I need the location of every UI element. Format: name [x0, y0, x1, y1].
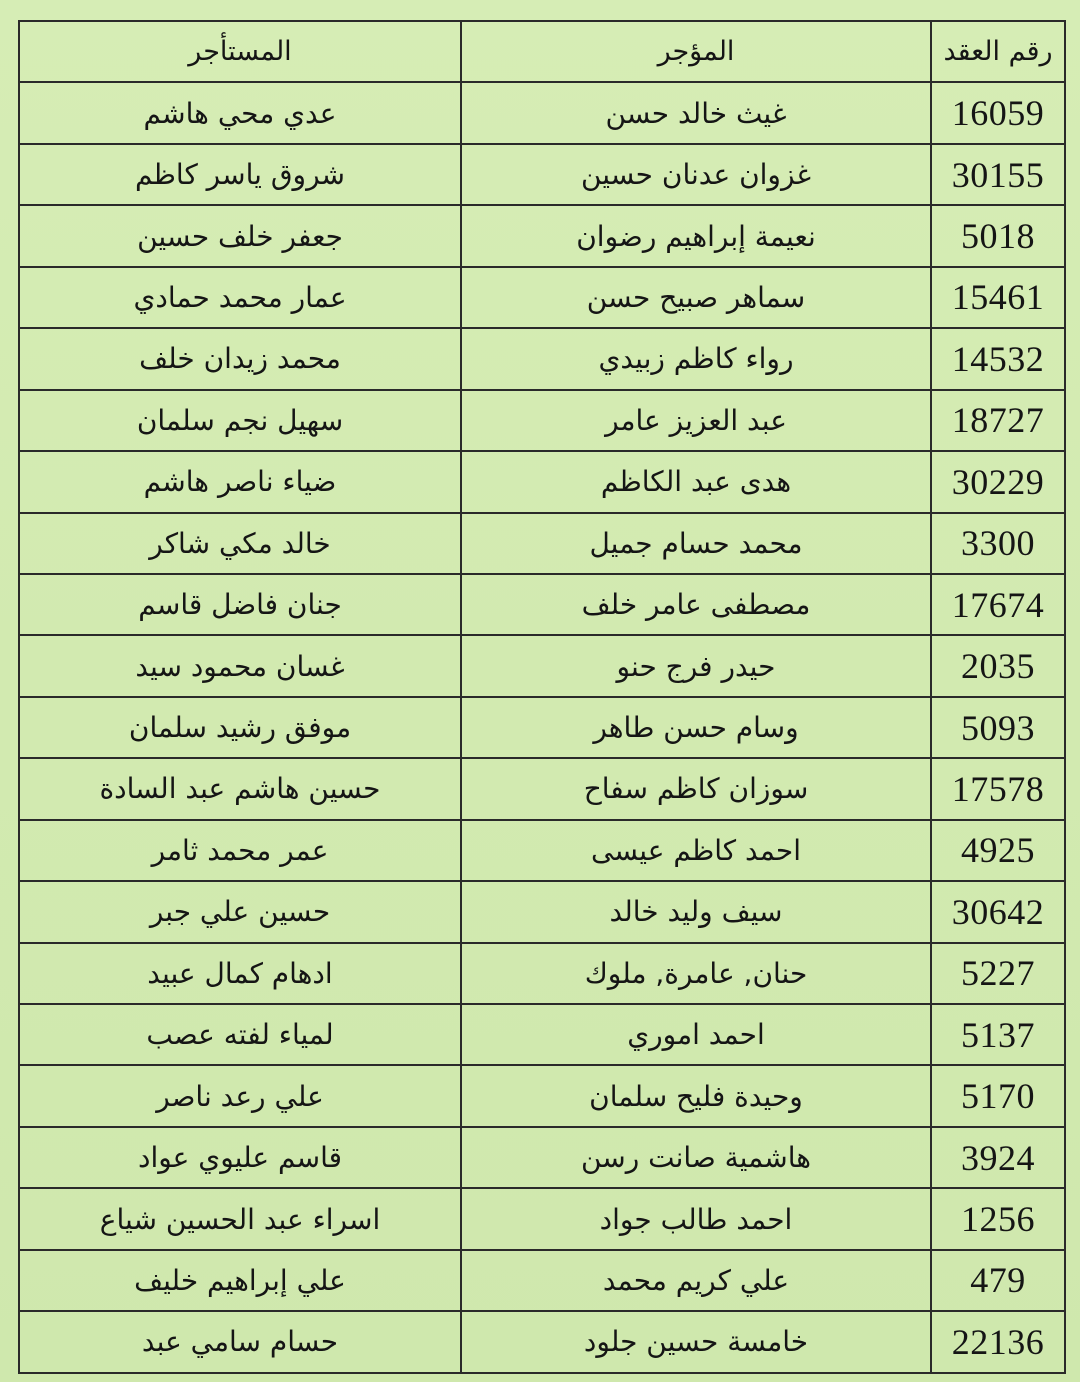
lessor-cell: احمد كاظم عيسى: [461, 820, 931, 881]
table-row: [19, 82, 1065, 143]
lessor-cell: هدى عبد الكاظم: [461, 451, 931, 512]
lessor-cell: خامسة حسين جلود: [461, 1311, 931, 1372]
contract-number-cell: 5137: [931, 1004, 1065, 1065]
lessor-cell: غيث خالد حسن: [461, 82, 931, 143]
contract-number-cell: 4925: [931, 820, 1065, 881]
lessor-cell: مصطفى عامر خلف: [461, 574, 931, 635]
contract-number-cell: 5227: [931, 943, 1065, 1004]
contract-number-cell: 30229: [931, 451, 1065, 512]
tenant-cell: غسان محمود سيد: [19, 635, 461, 696]
table-row: [19, 1311, 1065, 1372]
table-row: [19, 1127, 1065, 1188]
contract-number-cell: 30642: [931, 881, 1065, 942]
table-row: [19, 1004, 1065, 1065]
lessor-cell: هاشمية صانت رسن: [461, 1127, 931, 1188]
tenant-cell: سهيل نجم سلمان: [19, 390, 461, 451]
lessor-cell: احمد اموري: [461, 1004, 931, 1065]
contract-number-cell: 22136: [931, 1311, 1065, 1372]
table-row: [19, 1065, 1065, 1126]
table-row: [19, 697, 1065, 758]
lessor-cell: غزوان عدنان حسين: [461, 144, 931, 205]
lessor-cell: محمد حسام جميل: [461, 513, 931, 574]
tenant-cell: موفق رشيد سلمان: [19, 697, 461, 758]
tenant-cell: قاسم عليوي عواد: [19, 1127, 461, 1188]
lessor-cell: علي كريم محمد: [461, 1250, 931, 1311]
contract-number-cell: 3924: [931, 1127, 1065, 1188]
tenant-cell: جعفر خلف حسين: [19, 205, 461, 266]
contract-number-cell: 17674: [931, 574, 1065, 635]
contract-number-cell: 14532: [931, 328, 1065, 389]
tenant-cell: ادهام كمال عبيد: [19, 943, 461, 1004]
contract-number-cell: 5018: [931, 205, 1065, 266]
table-row: [19, 267, 1065, 328]
table-row: [19, 758, 1065, 819]
tenant-cell: اسراء عبد الحسين شياع: [19, 1188, 461, 1249]
lessor-cell: رواء كاظم زبيدي: [461, 328, 931, 389]
tenant-cell: عمار محمد حمادي: [19, 267, 461, 328]
contract-number-cell: 5093: [931, 697, 1065, 758]
contract-number-cell: 17578: [931, 758, 1065, 819]
table-row: [19, 513, 1065, 574]
table-row: [19, 881, 1065, 942]
lessor-cell: حنان, عامرة, ملوك: [461, 943, 931, 1004]
lessor-cell: سوزان كاظم سفاح: [461, 758, 931, 819]
tenant-cell: عدي محي هاشم: [19, 82, 461, 143]
contract-number-cell: 30155: [931, 144, 1065, 205]
tenant-cell: شروق ياسر كاظم: [19, 144, 461, 205]
tenant-cell: عمر محمد ثامر: [19, 820, 461, 881]
contract-number-cell: 3300: [931, 513, 1065, 574]
table-row: [19, 205, 1065, 266]
contract-number-cell: 18727: [931, 390, 1065, 451]
tenant-cell: حسام سامي عبد: [19, 1311, 461, 1372]
table-row: [19, 635, 1065, 696]
tenant-cell: ضياء ناصر هاشم: [19, 451, 461, 512]
tenant-cell: علي رعد ناصر: [19, 1065, 461, 1126]
lessor-cell: حيدر فرج حنو: [461, 635, 931, 696]
table-row: [19, 1250, 1065, 1311]
lessor-cell: سماهر صبيح حسن: [461, 267, 931, 328]
tenant-cell: خالد مكي شاكر: [19, 513, 461, 574]
table-row: [19, 1188, 1065, 1249]
tenant-cell: لمياء لفته عصب: [19, 1004, 461, 1065]
table-row: [19, 328, 1065, 389]
table-row: [19, 574, 1065, 635]
contract-number-cell: 5170: [931, 1065, 1065, 1126]
tenant-cell: جنان فاضل قاسم: [19, 574, 461, 635]
lessor-cell: احمد طالب جواد: [461, 1188, 931, 1249]
header-lessor: المؤجر: [461, 21, 931, 82]
table-row: [19, 451, 1065, 512]
contract-number-cell: 2035: [931, 635, 1065, 696]
contract-number-cell: 479: [931, 1250, 1065, 1311]
contract-number-cell: 16059: [931, 82, 1065, 143]
lessor-cell: سيف وليد خالد: [461, 881, 931, 942]
tenant-cell: محمد زيدان خلف: [19, 328, 461, 389]
lessor-cell: عبد العزيز عامر: [461, 390, 931, 451]
contracts-table: [18, 20, 1066, 1374]
contract-number-cell: 1256: [931, 1188, 1065, 1249]
tenant-cell: حسين هاشم عبد السادة: [19, 758, 461, 819]
header-row: [19, 21, 1065, 82]
contract-number-cell: 15461: [931, 267, 1065, 328]
table-row: [19, 144, 1065, 205]
header-tenant: المستأجر: [19, 21, 461, 82]
tenant-cell: علي إبراهيم خليف: [19, 1250, 461, 1311]
lessor-cell: نعيمة إبراهيم رضوان: [461, 205, 931, 266]
header-contract-number: رقم العقد: [931, 21, 1065, 82]
lessor-cell: وسام حسن طاهر: [461, 697, 931, 758]
table-row: [19, 943, 1065, 1004]
table-row: [19, 820, 1065, 881]
lessor-cell: وحيدة فليح سلمان: [461, 1065, 931, 1126]
table-row: [19, 390, 1065, 451]
tenant-cell: حسين علي جبر: [19, 881, 461, 942]
